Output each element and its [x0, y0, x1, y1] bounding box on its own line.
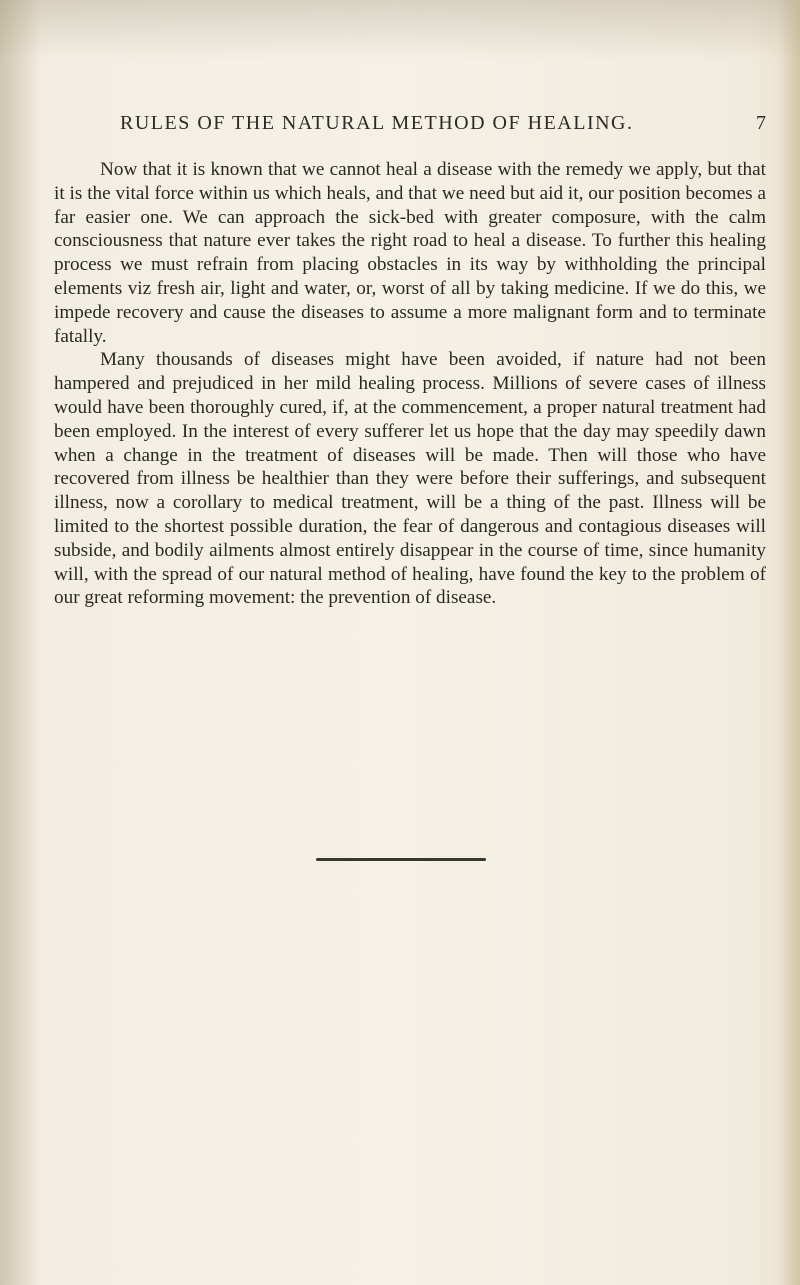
page-edge: [778, 0, 800, 1285]
body-text: [54, 158, 766, 610]
section-end-rule: [316, 858, 486, 861]
page-number: 7: [756, 112, 766, 134]
paragraph: Now that it is known that we cannot heal a disease with the remedy we apply, but that it is the vital force within us which heals, and that we need but aid it, our position becomes a far easier one. We can approach the sick-bed with greater composure, with the calm consciousness that nature ever takes the right road to heal a disease. To further this healing process we must refrain from placing obstacles in its way by withholding the principal elements viz fresh air, light and water, or, worst of all by taking medicine. If we do this, we impede recovery and cause the diseases to assume a more malignant form and to terminate fatally.: [54, 159, 766, 347]
paragraph: Many thousands of diseases might have been avoided, if nature had not been hampered and prejudiced in her mild healing process. Millions of severe cases of illness would have been thoroughly cured, if, at the commencement, a proper natural treatment had been employed. In the interest of every sufferer let us hope that the day may speedily dawn when a change in the treatment of diseases will be made. Then will those who have recovered from illness be healthier than they were before their sufferings, and subsequent illness, now a corollary to medical treatment, will be a thing of the past. Illness will be limited to the shortest possible duration, the fear of dangerous and contagious diseases will subside, and bodily ailments almost entirely disappear in the course of time, since humanity will, with the spread of our natural method of healing, have found the key to the problem of our great reforming movement: the prevention of disease.: [54, 349, 766, 609]
running-title: RULES OF THE NATURAL METHOD OF HEALING.: [120, 112, 634, 134]
top-edge-shadow: [0, 0, 800, 60]
gutter-shadow: [0, 0, 40, 1285]
